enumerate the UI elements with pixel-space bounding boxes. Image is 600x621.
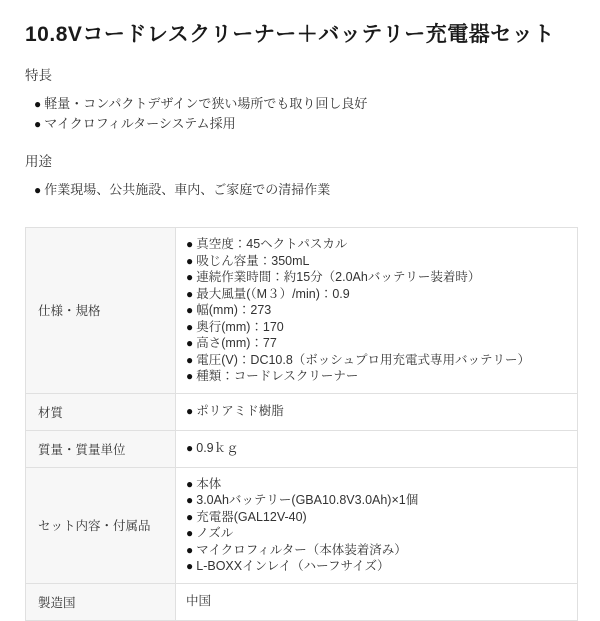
bullet-icon: ● [186,509,194,524]
value-text: 中国 [186,594,212,609]
value-text: 連続作業時間：約15分（2.0Ahバッテリー装着時） [196,270,481,284]
row-label: 仕様・規格 [26,228,176,394]
bullet-icon: ● [34,97,42,111]
bullet-icon: ● [186,336,194,350]
value-line [186,302,567,319]
list-item [34,180,578,200]
uses-section [25,153,578,200]
bullet-icon: ● [186,404,194,419]
row-label: セット内容・付属品 [26,467,176,583]
value-line [186,525,567,542]
features-list [25,94,578,134]
row-value [176,467,578,583]
value-line [186,440,567,457]
value-line [186,509,567,526]
bullet-icon: ● [186,542,194,557]
value-line [186,335,567,352]
bullet-icon: ● [186,319,194,334]
table-row [26,393,578,430]
value-line [186,403,567,420]
table-row [26,228,578,394]
value-line [186,593,567,610]
value-text: 真空度：45ヘクトパスカル [196,237,348,251]
row-label: 製造国 [26,583,176,620]
bullet-icon: ● [186,559,194,573]
table-row [26,430,578,467]
value-text: 最大風量(（M３）/min)：0.9 [196,286,350,301]
value-line [186,352,567,369]
value-line [186,253,567,270]
bullet-icon: ● [186,493,194,507]
value-line [186,558,567,575]
value-line [186,319,567,336]
value-text: 3.0Ahバッテリー(GBA10.8V3.0Ah)×1個 [196,493,419,507]
value-line [186,269,567,286]
value-line [186,236,567,253]
list-item [34,114,578,134]
bullet-icon: ● [186,526,194,540]
page-title: 10.8Vコードレスクリーナー＋バッテリー充電器セット [25,23,555,46]
table-row [26,467,578,583]
row-value [176,393,578,430]
features-section [25,67,578,134]
bullet-icon: ● [34,117,42,131]
bullet-icon: ● [34,183,42,197]
bullet-icon: ● [186,441,194,456]
value-text: 奥行(mm)：170 [196,319,284,334]
table-row [26,583,578,620]
row-value [176,430,578,467]
bullet-icon: ● [186,237,194,251]
value-text: 電圧(V)：DC10.8（ボッシュプロ用充電式専用バッテリー） [196,352,531,367]
list-item-text: 軽量・コンパクトデザインで狭い場所でも取り回し良好 [44,96,368,111]
uses-list [25,180,578,200]
list-item-text: マイクロフィルターシステム採用 [44,116,236,131]
row-label: 材質 [26,393,176,430]
value-text: L-BOXXインレイ（ハーフサイズ） [196,559,390,573]
value-line [186,542,567,559]
bullet-icon: ● [186,286,194,301]
value-text: 種類：コードレスクリーナー [196,369,359,383]
value-text: 高さ(mm)：77 [196,336,277,350]
list-item [34,94,578,114]
value-text: 吸じん容量：350mL [196,253,310,268]
bullet-icon: ● [186,253,194,268]
value-text: 0.9ｋｇ [196,441,239,456]
list-item-text: 作業現場、公共施設、車内、ご家庭での清掃作業 [44,182,331,197]
bullet-icon: ● [186,303,194,317]
value-text: ノズル [196,526,234,540]
spec-table [25,227,578,621]
features-heading: 特長 [25,68,52,83]
value-text: マイクロフィルター（本体装着済み） [196,542,407,557]
value-line [186,476,567,493]
uses-heading: 用途 [25,154,52,169]
value-text: 幅(mm)：273 [196,303,272,317]
value-text: 充電器(GAL12V-40) [196,509,307,524]
value-line [186,492,567,509]
bullet-icon: ● [186,369,194,383]
bullet-icon: ● [186,270,194,284]
row-label: 質量・質量単位 [26,430,176,467]
row-value [176,228,578,394]
value-line [186,368,567,385]
value-text: ポリアミド樹脂 [196,404,284,419]
spec-table-body [26,228,578,621]
bullet-icon: ● [186,352,194,367]
row-value [176,583,578,620]
value-text: 本体 [196,476,222,491]
bullet-icon: ● [186,476,194,491]
value-line [186,286,567,303]
